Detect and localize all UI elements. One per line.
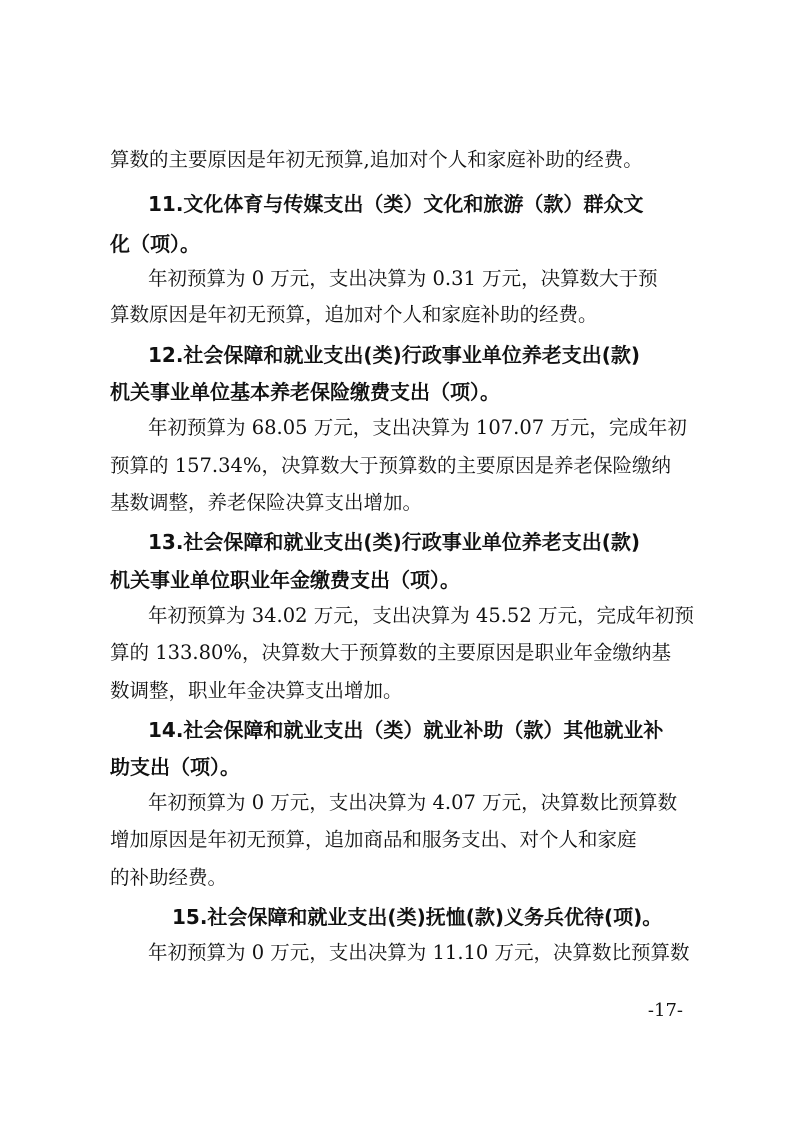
- text-line-13: 年初预算为 34.02 万元，支出决算为 45.52 万元，完成年初预: [148, 604, 694, 627]
- text-line-1: 算数的主要原因是年初无预算,追加对个人和家庭补助的经费。: [110, 148, 643, 171]
- page-number: -17-: [647, 1000, 683, 1021]
- heading-14-line-2: 助支出（项）。: [110, 755, 240, 779]
- text-line-9: 预算的 157.34%，决算数大于预算数的主要原因是养老保险缴纳: [110, 454, 671, 477]
- text-line-5: 算数原因是年初无预算，追加对个人和家庭补助的经费。: [110, 303, 598, 326]
- heading-12-line-2: 机关事业单位基本养老保险缴费支出（项）。: [110, 380, 500, 404]
- text-line-19: 增加原因是年初无预算，追加商品和服务支出、对个人和家庭: [110, 828, 637, 851]
- heading-11-line-2: 化（项）。: [110, 232, 200, 256]
- heading-11-line-1: 11.文化体育与传媒支出（类）文化和旅游（款）群众文: [148, 192, 644, 216]
- text-line-18: 年初预算为 0 万元，支出决算为 4.07 万元，决算数比预算数: [148, 791, 678, 814]
- text-line-22: 年初预算为 0 万元，支出决算为 11.10 万元，决算数比预算数: [148, 941, 690, 964]
- text-line-4: 年初预算为 0 万元，支出决算为 0.31 万元，决算数大于预: [148, 267, 658, 290]
- heading-13-line-1: 13.社会保障和就业支出(类)行政事业单位养老支出(款): [148, 530, 640, 554]
- heading-12-line-1: 12.社会保障和就业支出(类)行政事业单位养老支出(款): [148, 343, 640, 367]
- text-line-10: 基数调整，养老保险决算支出增加。: [110, 491, 423, 514]
- text-line-20: 的补助经费。: [110, 866, 228, 889]
- text-line-8: 年初预算为 68.05 万元，支出决算为 107.07 万元，完成年初: [148, 416, 687, 439]
- heading-14-line-1: 14.社会保障和就业支出（类）就业补助（款）其他就业补: [148, 718, 664, 742]
- text-line-14: 算的 133.80%，决算数大于预算数的主要原因是职业年金缴纳基: [110, 641, 671, 664]
- text-line-15: 数调整，职业年金决算支出增加。: [110, 679, 403, 702]
- heading-15: 15.社会保障和就业支出(类)抚恤(款)义务兵优待(项)。: [172, 905, 663, 929]
- heading-13-line-2: 机关事业单位职业年金缴费支出（项）。: [110, 568, 460, 592]
